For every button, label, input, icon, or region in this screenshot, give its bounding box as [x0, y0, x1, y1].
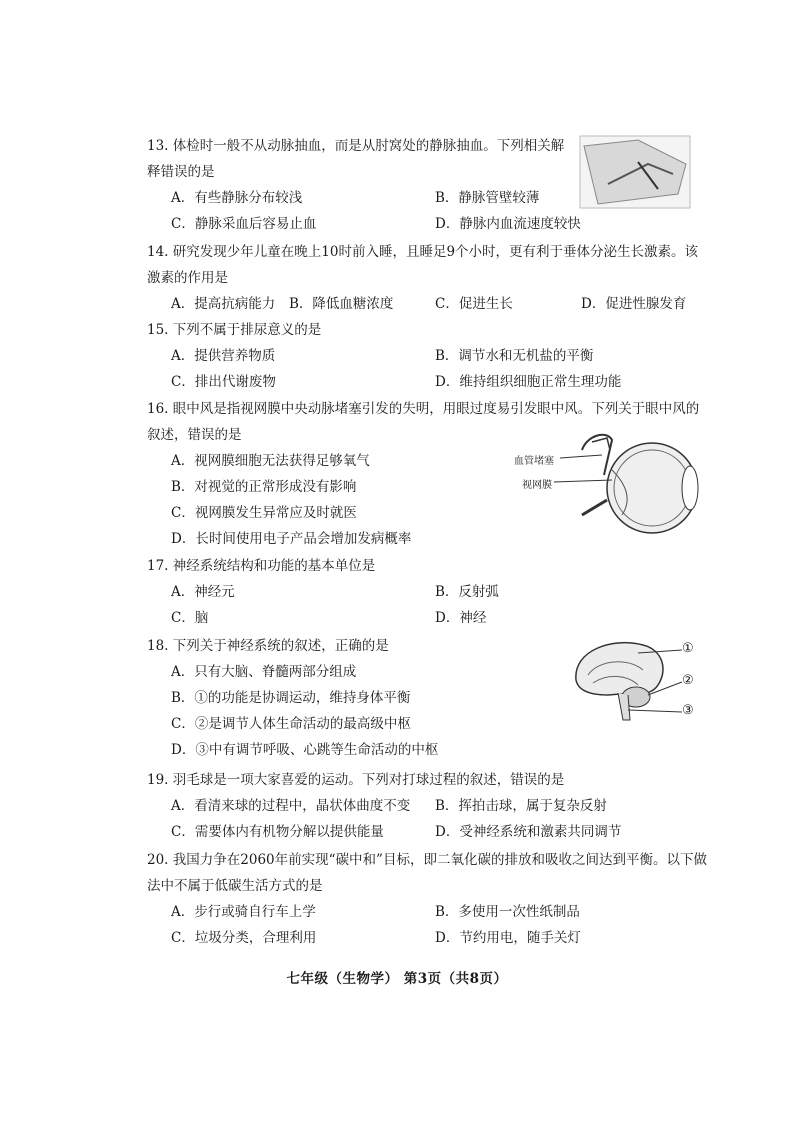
question-15: [147, 317, 707, 395]
option-a[interactable]: A．视网膜细胞无法获得足够氧气: [171, 453, 370, 469]
label-vessel-blockage: 血管堵塞: [514, 456, 554, 467]
brain-diagram: [568, 635, 698, 725]
label-retina: 视网膜: [522, 480, 552, 491]
question-number: 13.: [147, 138, 169, 154]
question-number: 20.: [147, 852, 169, 868]
question-number: 17.: [147, 558, 169, 574]
label-3: ③: [682, 703, 694, 718]
option-c[interactable]: C．排出代谢废物: [171, 374, 276, 390]
option-c[interactable]: C．垃圾分类，合理利用: [171, 930, 317, 946]
option-c[interactable]: C．视网膜发生异常应及时就医: [171, 505, 357, 521]
option-a[interactable]: A．步行或骑自行车上学: [171, 904, 316, 920]
option-d[interactable]: D．③中有调节呼吸、心跳等生命活动的中枢: [171, 742, 439, 758]
option-b[interactable]: B．静脉管壁较薄: [435, 190, 540, 206]
question-stem: 下列关于神经系统的叙述，正确的是: [172, 638, 389, 654]
option-c[interactable]: C．促进生长: [435, 296, 513, 312]
option-d[interactable]: D．维持组织细胞正常生理功能: [435, 374, 622, 390]
question-number: 15.: [147, 322, 169, 338]
question-stem: 体检时一般不从动脉抽血，而是从肘窝处的静脉抽血。下列相关解释错误的是: [147, 138, 565, 180]
page-footer: 七年级（生物学） 第3页（共8页）: [286, 971, 508, 987]
option-b[interactable]: B．①的功能是协调运动，维持身体平衡: [171, 690, 411, 706]
question-13: [147, 133, 567, 185]
label-1: ①: [682, 641, 694, 656]
option-a[interactable]: A．提供营养物质: [171, 348, 276, 364]
question-number: 18.: [147, 638, 169, 654]
arm-blood-draw-figure: [578, 134, 692, 210]
question-number: 16.: [147, 401, 169, 417]
question-stem: 神经系统结构和功能的基本单位是: [172, 558, 376, 574]
option-b[interactable]: B．降低血糖浓度: [289, 296, 394, 312]
brain-figure: [568, 635, 698, 725]
question-stem: 我国力争在2060年前实现“碳中和”目标，即二氧化碳的排放和吸收之间达到平衡。以下做法中不属于低碳生活方式的是: [147, 852, 707, 894]
option-d[interactable]: D．受神经系统和激素共同调节: [435, 824, 622, 840]
option-a[interactable]: A．神经元: [171, 584, 235, 600]
option-c[interactable]: C．脑: [171, 610, 209, 626]
option-c[interactable]: C．需要体内有机物分解以提供能量: [171, 824, 384, 840]
option-b[interactable]: B．多使用一次性纸制品: [435, 904, 580, 920]
eye-figure: [512, 430, 702, 540]
option-c[interactable]: C．静脉采血后容易止血: [171, 216, 317, 232]
option-b[interactable]: B．挥拍击球，属于复杂反射: [435, 798, 607, 814]
label-2: ②: [682, 673, 694, 688]
option-d[interactable]: D．节约用电，随手关灯: [435, 930, 581, 946]
question-14: [147, 239, 707, 317]
option-b[interactable]: B．调节水和无机盐的平衡: [435, 348, 594, 364]
question-stem: 下列不属于排尿意义的是: [172, 322, 322, 338]
question-20: [147, 847, 707, 951]
question-stem: 眼中风是指视网膜中央动脉堵塞引发的失明，用眼过度易引发眼中风。下列关于眼中风的叙述，错误的是: [147, 401, 700, 443]
option-a[interactable]: A．只有大脑、脊髓两部分组成: [171, 664, 357, 680]
option-d[interactable]: D．促进性腺发育: [581, 296, 687, 312]
option-d[interactable]: D．神经: [435, 610, 487, 626]
option-c[interactable]: C．②是调节人体生命活动的最高级中枢: [171, 716, 411, 732]
option-a[interactable]: A．看清来球的过程中，晶状体曲度不变: [171, 798, 411, 814]
question-stem: 研究发现少年儿童在晚上10时前入睡，且睡足9个小时，更有利于垂体分泌生长激素。该激素的作用是: [147, 244, 699, 286]
question-stem: 羽毛球是一项大家喜爱的运动。下列对打球过程的叙述，错误的是: [172, 772, 565, 788]
question-19: [147, 767, 707, 845]
option-a[interactable]: A．提高抗病能力: [171, 296, 276, 312]
option-d[interactable]: D．长时间使用电子产品会增加发病概率: [171, 531, 412, 547]
option-a[interactable]: A．有些静脉分布较浅: [171, 190, 303, 206]
question-17: [147, 553, 707, 631]
option-d[interactable]: D．静脉内血流速度较快: [435, 216, 581, 232]
question-number: 14.: [147, 244, 169, 260]
question-number: 19.: [147, 772, 169, 788]
option-b[interactable]: B．对视觉的正常形成没有影响: [171, 479, 357, 495]
option-b[interactable]: B．反射弧: [435, 584, 499, 600]
